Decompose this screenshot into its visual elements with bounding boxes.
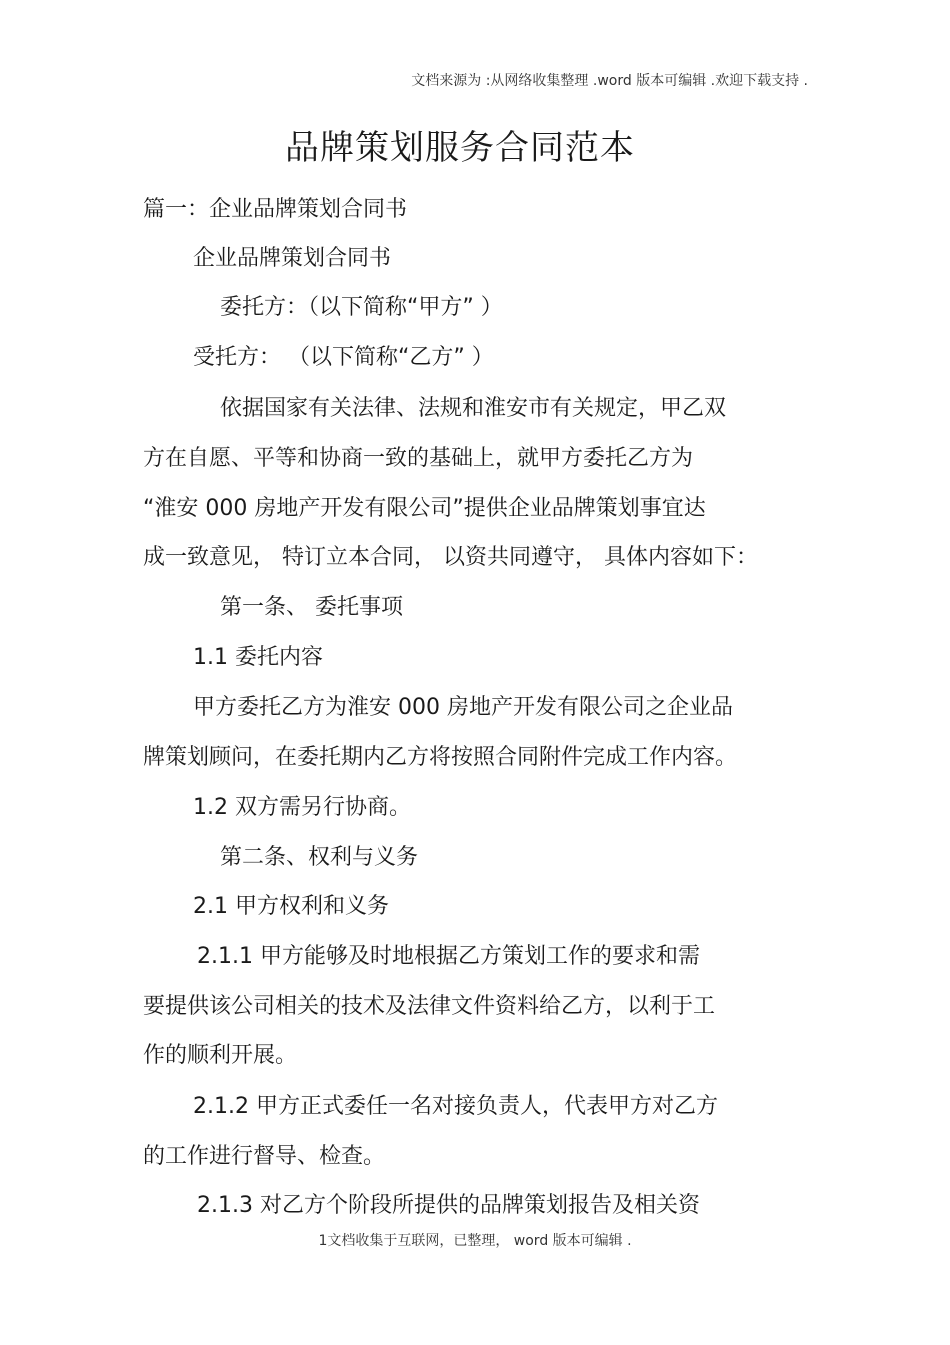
paragraph-line: 依据国家有关法律、法规和淮安市有关规定，甲乙双 — [220, 396, 727, 421]
header-source-note: 文档来源为 :从网络收集整理 .word 版本可编辑 .欢迎下载支持 . — [411, 73, 808, 89]
clause-heading-1-1: 1.1 委托内容 — [193, 645, 323, 670]
paragraph-line: 牌策划顾问，在委托期内乙方将按照合同附件完成工作内容。 — [143, 745, 738, 770]
paragraph-line: 2.1.2 甲方正式委任一名对接负责人，代表甲方对乙方 — [193, 1094, 718, 1119]
contract-subtitle: 企业品牌策划合同书 — [193, 246, 392, 271]
paragraph-line: 方在自愿、平等和协商一致的基础上，就甲方委托乙方为 — [143, 446, 694, 471]
paragraph-line: 成一致意见， 特订立本合同， 以资共同遵守， 具体内容如下： — [143, 545, 758, 570]
paragraph-line: 的工作进行督导、检查。 — [143, 1144, 386, 1169]
article-heading-2: 第二条、权利与义务 — [220, 845, 419, 870]
paragraph-line: 2.1.3 对乙方个阶段所提供的品牌策划报告及相关资 — [197, 1193, 700, 1218]
document-title: 品牌策划服务合同范本 — [285, 128, 635, 168]
clause-heading-1-2: 1.2 双方需另行协商。 — [193, 795, 411, 820]
paragraph-line: 2.1.1 甲方能够及时地根据乙方策划工作的要求和需 — [197, 944, 700, 969]
paragraph-line: 甲方委托乙方为淮安 000 房地产开发有限公司之企业品 — [193, 695, 733, 720]
principal-party-line: 委托方：（以下简称“甲方” ） — [220, 295, 503, 320]
footer-note: 1文档收集于互联网，已整理， word 版本可编辑 . — [318, 1233, 632, 1249]
paragraph-line: 要提供该公司相关的技术及法律文件资料给乙方，以利于工 — [143, 994, 716, 1019]
paragraph-line: 作的顺利开展。 — [143, 1043, 298, 1068]
section-heading-1: 篇一：企业品牌策划合同书 — [143, 197, 408, 222]
agent-party-line: 受托方： （以下简称“乙方” ） — [193, 345, 494, 370]
paragraph-line: “淮安 000 房地产开发有限公司”提供企业品牌策划事宜达 — [143, 496, 706, 521]
clause-heading-2-1: 2.1 甲方权利和义务 — [193, 894, 389, 919]
article-heading-1: 第一条、 委托事项 — [220, 595, 403, 620]
